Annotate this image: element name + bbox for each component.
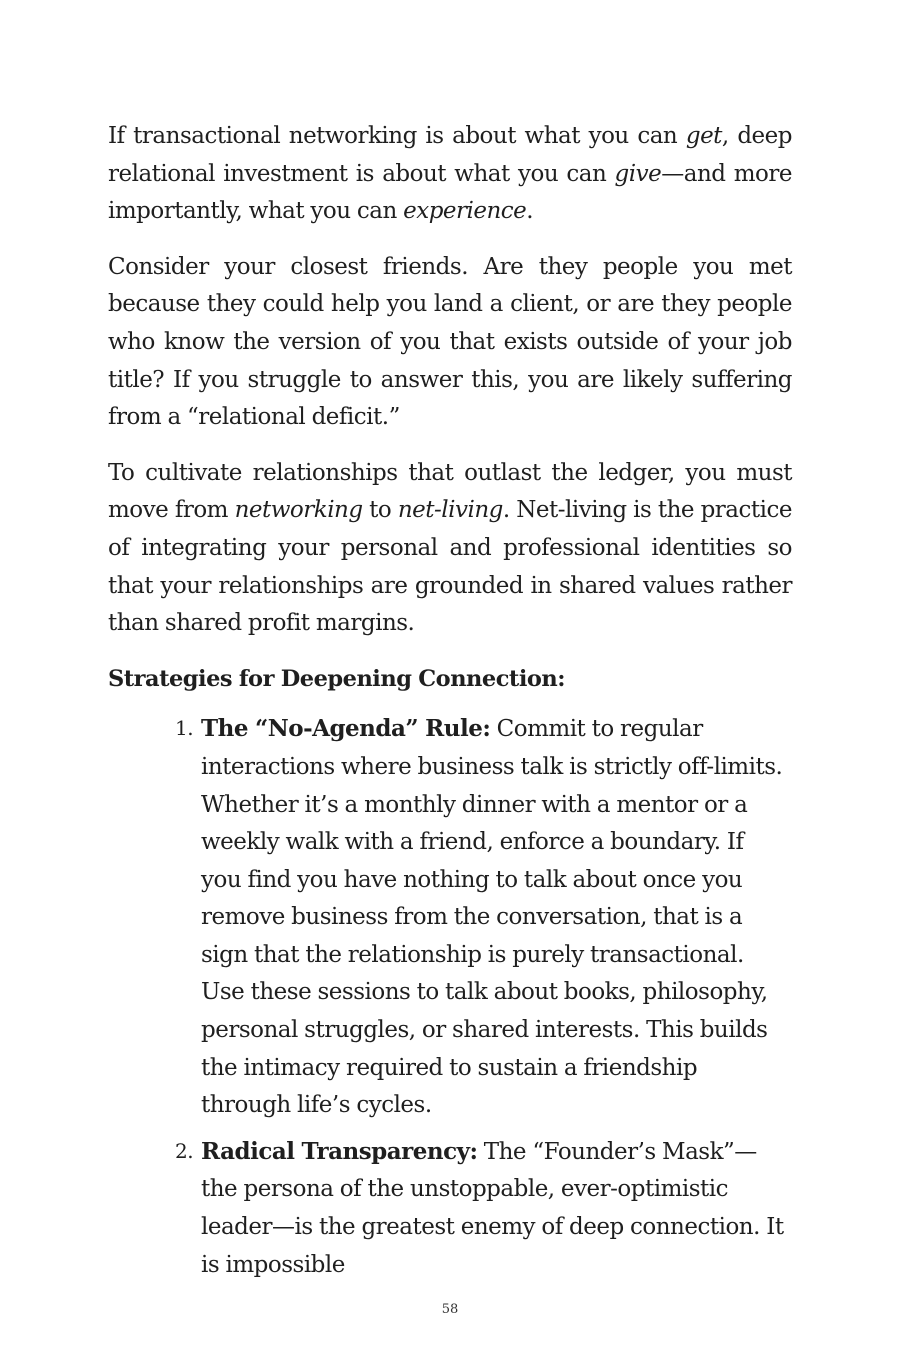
paragraph-3-text-c: to bbox=[362, 497, 398, 524]
list-item-title: The “No-Agenda” Rule: bbox=[201, 715, 491, 743]
list-item bbox=[175, 1133, 787, 1284]
list-item-title: Radical Transparency: bbox=[201, 1137, 478, 1165]
emphasis-experience: experience bbox=[403, 198, 527, 225]
page-body bbox=[108, 118, 792, 1292]
paragraph-1-text-g: . bbox=[526, 198, 534, 225]
emphasis-give: give bbox=[614, 160, 662, 187]
list-item bbox=[175, 710, 787, 1125]
paragraph-3 bbox=[108, 455, 792, 643]
section-heading: Strategies for Deepening Connection: bbox=[108, 665, 566, 692]
strategies-list bbox=[108, 710, 792, 1284]
page-number: 58 bbox=[441, 1302, 459, 1317]
list-item-number: 1. bbox=[175, 716, 194, 741]
list-item-number: 2. bbox=[175, 1138, 194, 1163]
list-item-text: The “Founder’s Mask”—the persona of the unstoppable, ever-optimistic leader—is the greatest enemy of deep connection. It is impossible bbox=[201, 1138, 784, 1278]
paragraph-1-text-c: , deep relational investment is about what you can bbox=[108, 123, 792, 187]
emphasis-networking: networking bbox=[234, 497, 363, 524]
emphasis-net-living: net-living bbox=[397, 497, 503, 524]
paragraph-1-text-a: If transactional networking is about what you can bbox=[108, 123, 686, 149]
emphasis-get: get bbox=[685, 123, 722, 149]
paragraph-1 bbox=[108, 118, 792, 231]
list-item-text: Commit to regular interactions where business talk is strictly off-limits. Whether it’s a monthly dinner with a mentor or a weekly walk with a friend, enforce a boundary. If you find you have nothing to talk about once you remove business from the conversation, that is a sign that the relationship is purely transactional. Use these sessions to talk about books, philosophy, personal struggles, or shared interests. This builds the intimacy required to sustain a friendship through life’s cycles. bbox=[201, 716, 783, 1119]
paragraph-3-text-a: To cultivate relationships that outlast the ledger, you must move from bbox=[108, 459, 792, 524]
paragraph-2: Consider your closest friends. Are they people you met because they could help you land a client, or are they people who know the version of you that exists outside of your job title? If you struggle to answer this, you are likely suffering from a “relational deficit.” bbox=[108, 253, 792, 431]
paragraph-3-text-e: . Net-living is the practice of integrating your personal and professional identities so that your relationships are grounded in shared values rather than shared profit margins. bbox=[108, 497, 792, 637]
paragraph-1-text-e: —and more importantly, what you can bbox=[108, 160, 792, 225]
